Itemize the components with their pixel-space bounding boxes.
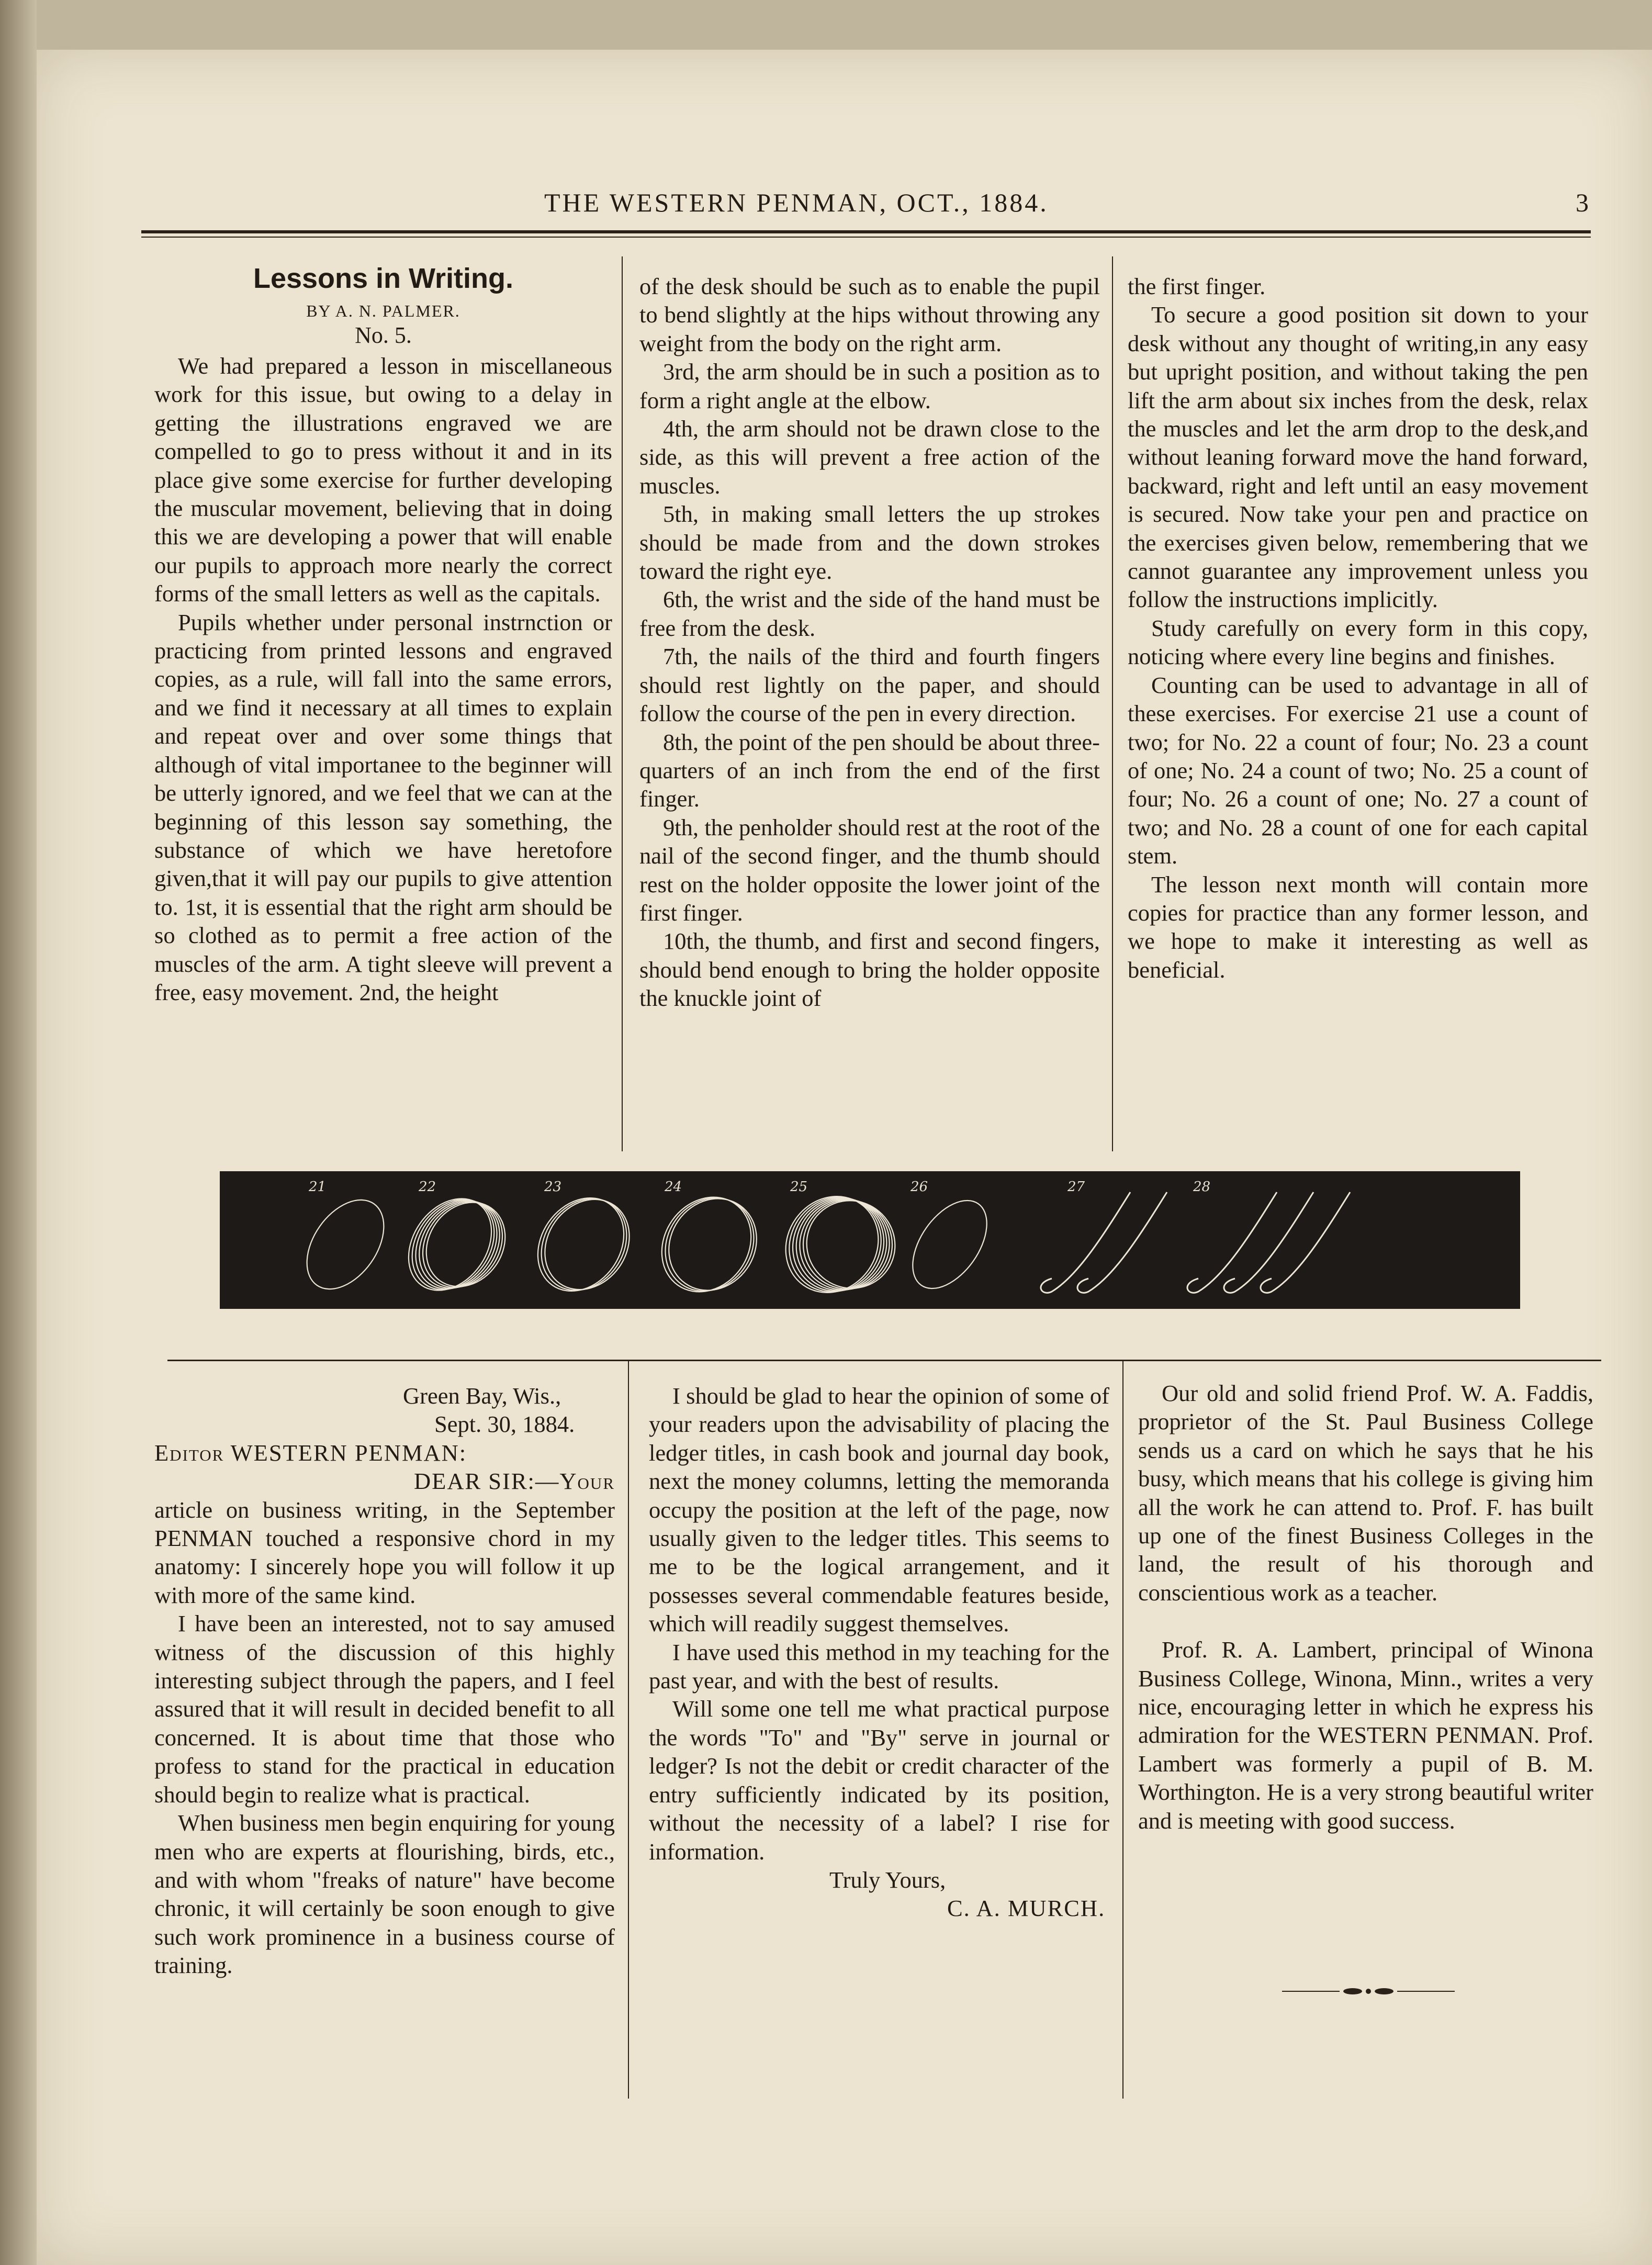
lesson-paragraph: Counting can be used to advantage in all of these exercises. For exercise 21 use a count of two; for No. 22 a count of four; No. 23 a count of one; No. 24 a count of two; No. 25 a count of four; No. 26 a count of one; No. 27 a count of two; and No. 28 a count of one for each capital stem. xyxy=(1128,671,1588,869)
exercise-number-label: 26 xyxy=(911,1179,928,1195)
lesson-paragraph: 4th, the arm should not be drawn close to the side, as this will prevent a free action of the muscles. xyxy=(639,416,1100,499)
page-number: 3 xyxy=(1576,188,1591,217)
letter-column-1 xyxy=(154,1382,615,1980)
letter-paragraph: When business men begin enquiring for young men who are experts at flourishing, birds, etc., and with whom "freaks of nature" have become chronic, it will certainly be soon enough to give such work prominence in a business course of training. xyxy=(154,1810,615,1979)
lesson-column-3 xyxy=(1128,272,1588,984)
running-header xyxy=(141,183,1591,225)
header-rule-thick xyxy=(141,230,1591,233)
lesson-paragraph: 9th, the penholder should rest at the root of the nail of the second finger, and the thumb should rest on the holder opposite the lower joint of the first finger. xyxy=(639,814,1100,926)
letter-paragraph: I have been an interested, not to say amused witness of the discussion of this highly interesting subject through the papers, and I feel assured that it will result in decided benefit to all concerned. It is about time that those who profess to stand for the practical in education should begin to realize what is practical. xyxy=(154,1610,615,1808)
letter-paragraph: I have used this method in my teaching for the past year, and with the best of results. xyxy=(649,1639,1109,1694)
lesson-paragraph: 10th, the thumb, and first and second fingers, should bend enough to bring the holder opposite the knuckle joint of xyxy=(639,928,1100,1012)
header-title: THE WESTERN PENMAN, OCT., 1884. xyxy=(544,188,1049,217)
lesson-paragraph: Pupils whether under personal instrnction or practicing from printed lessons and engraved copies, as a rule, will fall into the same errors, and we find it necessary at all times to explain and repeat over and over some things that although of vital importanee to the beginner will be utterly ignored, and we feel that we can at the beginning of this lesson say something, the substance of which we have heretofore given,that it will pay our pupils to give attention to. 1st, it is essential that the right arm should be so clothed as to permit a free action of the muscles of the arm. A tight sleeve will prevent a free, easy movement. 2nd, the height xyxy=(154,609,612,1005)
binding-edge xyxy=(0,0,37,2265)
exercise-number-label: 23 xyxy=(544,1179,562,1195)
letter-date: Sept. 30, 1884. xyxy=(434,1411,575,1438)
section-rule xyxy=(167,1360,1601,1361)
lesson-paragraph: the first finger. xyxy=(1128,273,1266,299)
letter-paragraph: article on business writing, in the September PENMAN touched a responsive chord in my anatomy: I sincerely hope you will follow it up with more of the same kind. xyxy=(154,1496,615,1608)
letter-place: Green Bay, Wis., xyxy=(403,1383,561,1409)
note-paragraph: Prof. R. A. Lambert, principal of Winona Business College, Winona, Minn., writes a very nice, encouraging letter in which he express his admiration for the WESTERN PENMAN. Prof. Lambert was formerly a pupil of B. M. Worthington. He is a very strong beautiful writer and is meeting with good success. xyxy=(1138,1636,1593,1834)
notes-column xyxy=(1138,1379,1593,1835)
lesson-paragraph: 8th, the point of the pen should be about three-quarters of an inch from the end of the first finger. xyxy=(639,728,1100,812)
lesson-byline: BY A. N. PALMER. xyxy=(306,301,460,320)
letter-paragraph: Will some one tell me what practical purpose the words "To" and "By" serve in journal or ledger? Is not the debit or credit character of the entry sufficiently indicated by its position, without the necessity of a label? I rise for information. xyxy=(649,1696,1109,1865)
header-rule-thin xyxy=(141,237,1591,238)
column-divider xyxy=(1112,256,1113,1151)
ornament-divider xyxy=(1282,1986,1455,1997)
lesson-column-2 xyxy=(639,272,1100,1013)
lesson-paragraph: Study carefully on every form in this copy, noticing where every line begins and finishes. xyxy=(1128,614,1588,670)
lesson-paragraph: 7th, the nails of the third and fourth fingers should rest lightly on the paper, and should follow the course of the pen in every direction. xyxy=(639,643,1100,727)
exercise-number-label: 21 xyxy=(309,1179,327,1195)
exercise-number-label: 24 xyxy=(665,1179,682,1195)
exercise-number-label: 27 xyxy=(1067,1179,1085,1195)
column-divider xyxy=(628,1361,629,2099)
letter-paragraph: I should be glad to hear the opinion of some of your readers upon the advisability of placing the ledger titles, in cash book and journal day book, next the money columns, letting the memoranda occupy the position at the left of the page, now usually given to the ledger titles. This seems to me to be the logical arrangement, and it possesses several commendable features beside, which will readily suggest themselves. xyxy=(649,1383,1109,1637)
lesson-heading: Lessons in Writing. xyxy=(253,263,514,294)
exercise-plate xyxy=(220,1171,1520,1309)
letter-addressee: Editor WESTERN PENMAN: xyxy=(154,1439,467,1466)
lesson-paragraph: 5th, in making small letters the up strokes should be made from and the down strokes toward the right eye. xyxy=(639,501,1100,585)
lesson-paragraph: To secure a good position sit down to your desk without any thought of writing,in any easy but upright position, and without taking the pen lift the arm about six inches from the desk, relax the muscles and let the arm drop to the desk,and without leaning forward move the hand forward, backward, right and left until an easy movement is secured. Now take your pen and practice on the exercises given below, remembering that we cannot guarantee any improvement unless you follow the instructions implicitly. xyxy=(1128,301,1588,613)
lesson-paragraph: 6th, the wrist and the side of the hand must be free from the desk. xyxy=(639,586,1100,641)
column-divider xyxy=(622,256,623,1151)
note-paragraph: Our old and solid friend Prof. W. A. Faddis, proprietor of the St. Paul Business College sends us a card on which he says that he his busy, which means that his college is giving him all the work he can attend to. Prof. F. has built up one of the finest Business Colleges in the land, the result of his thorough and conscientious work as a teacher. xyxy=(1138,1380,1593,1606)
lesson-paragraph: We had prepared a lesson in miscellaneous work for this issue, but owing to a delay in getting the illustrations engraved we are compelled to go to press without it and in its place give some exercise for further developing the muscular movement, believing that in doing this we are developing a power that will enable our pupils to approach more nearly the correct forms of the small letters as well as the capitals. xyxy=(154,353,612,607)
letter-signature: C. A. MURCH. xyxy=(947,1895,1106,1922)
letter-salutation: DEAR SIR:—Your xyxy=(414,1468,615,1495)
lesson-paragraph: The lesson next month will contain more copies for practice than any former lesson, and we hope to make it interesting as well as beneficial. xyxy=(1128,871,1588,983)
exercise-number-label: 22 xyxy=(419,1179,436,1195)
lesson-number: No. 5. xyxy=(355,322,412,348)
letter-closing: Truly Yours, xyxy=(829,1866,946,1893)
lesson-paragraph: 3rd, the arm should be in such a position as to form a right angle at the elbow. xyxy=(639,358,1100,413)
lesson-column-1 xyxy=(154,262,612,1006)
exercise-number-label: 28 xyxy=(1193,1179,1211,1195)
exercise-number-label: 25 xyxy=(790,1179,808,1195)
column-divider xyxy=(1122,1361,1123,2099)
lesson-paragraph: of the desk should be such as to enable the pupil to bend slightly at the hips without throwing any weight from the body on the right arm. xyxy=(639,273,1100,356)
letter-column-2 xyxy=(649,1382,1109,1923)
